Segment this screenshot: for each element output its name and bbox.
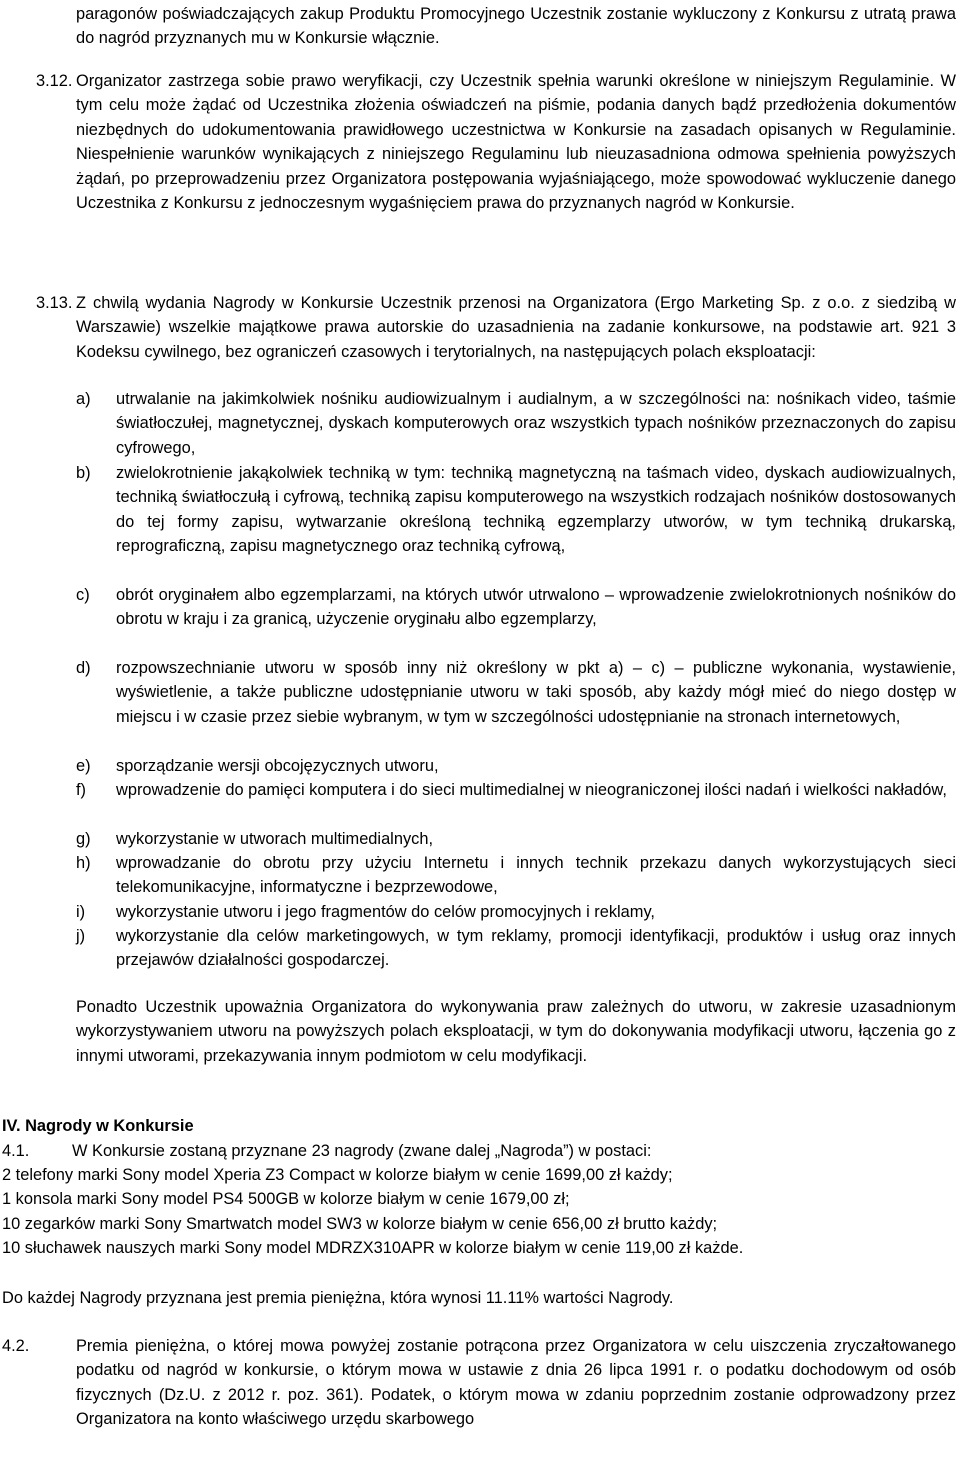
list-item [76,387,956,460]
list-text: wprowadzanie do obrotu przy użyciu Internetu i innych technik przekazu danych wykorzystujących sieci telekomunikacyjne, informatyczne i bezprzewodowe, [116,854,956,897]
section-heading: IV. Nagrody w Konkursie [2,1117,194,1135]
list-text: obrót oryginałem albo egzemplarzami, na których utwór utrwalono – wprowadzenie zwielokrotnionych nośników do obrotu w kraju i za granicą, użyczenie oryginału albo egzemplarzy, [116,586,956,629]
section-text: Z chwilą wydania Nagrody w Konkursie Uczestnik przenosi na Organizatora (Ergo Marketing Sp. z o.o. z siedzibą w Warszawie) wszelkie majątkowe prawa autorskie do uzasadnienia na zadanie konkursowe, na podstawie art. 921 3 Kodeksu cywilnego, bez ograniczeń czasowych i terytorialnych, na następujących polach eksploatacji: [76,294,956,361]
section-text: W Konkursie zostaną przyznane 23 nagrody (zwane dalej „Nagroda”) w postaci: [72,1142,652,1160]
list-item [76,461,956,559]
list-text: utrwalanie na jakimkolwiek nośniku audiowizualnym i audialnym, a w szczególności na: nośnikach video, taśmie światłoczułej, magnetycznej, dyskach komputerowych oraz wszystkich typach nośników przeznaczonych do zapisu cyfrowego, [116,390,956,457]
list-label: i) [76,903,86,921]
list-label: g) [76,830,91,848]
prize-line: 10 zegarków marki Sony Smartwatch model SW3 w kolorze białym w cenie 656,00 zł brutto każdy; [2,1215,718,1233]
section-number: 3.13. [36,294,73,312]
premium-note: Do każdej Nagrody przyznana jest premia pieniężna, która wynosi 11.11% wartości Nagrody. [2,1289,674,1307]
section-3-12 [36,69,956,215]
prize-line: 10 słuchawek nauszych marki Sony model MDRZX310APR w kolorze białym w cenie 119,00 zł każde. [2,1239,744,1257]
list-item [76,900,956,924]
list-item [76,583,956,632]
section-text: Premia pieniężna, o której mowa powyżej zostanie potrącona przez Organizatora w celu uiszczenia zryczałtowanego podatku od nagród w konkursie, o którym mowa w ustawie z dnia 26 lipca 1991 r. o podatku dochodowym od osób fizycznych (Dz.U. z 2012 r. poz. 361). Podatek, o którym mowa w zdaniu poprzednim zostanie odprowadzony przez Organizatora na konto właściwego urzędu skarbowego [76,1337,956,1429]
list-text: wykorzystanie utworu i jego fragmentów do celów promocyjnych i reklamy, [116,903,655,921]
list-text: wykorzystanie w utworach multimedialnych, [116,830,434,848]
list-item [76,656,956,729]
section-text: Organizator zastrzega sobie prawo weryfikacji, czy Uczestnik spełnia warunki określone w niniejszym Regulaminie. W tym celu może żądać od Uczestnika złożenia oświadczeń na piśmie, podania danych bądź przedłożenia dokumentów niezbędnych do udokumentowania prawidłowego uczestnictwa w Konkursie na zasadach opisanych w Regulaminie. Niespełnienie warunków wynikających z niniejszego Regulaminu lub nieuzasadniona odmowa spełnienia powyższych żądań, po przeprowadzeniu przez Organizatora postępowania wyjaśniającego, może spowodować wykluczenie danego Uczestnika z Konkursu z jednoczesnym wygaśnięciem prawa do przyznanych nagród w Konkursie. [76,72,956,213]
prize-line: 2 telefony marki Sony model Xperia Z3 Compact w kolorze białym w cenie 1699,00 zł każdy; [2,1166,673,1184]
list-label: d) [76,659,91,677]
list-item [76,778,956,802]
list-label: f) [76,781,87,799]
list-label: c) [76,586,90,604]
list-label: e) [76,757,91,775]
list-item [76,851,956,900]
prize-line: 1 konsola marki Sony model PS4 500GB w kolorze białym w cenie 1679,00 zł; [2,1190,570,1208]
list-text: rozpowszechnianie utworu w sposób inny niż określony w pkt a) – c) – publiczne wykonania, wystawienie, wyświetlenie, a także publiczne udostępnianie utworu w taki sposób, aby każdy mógł mieć do niego dostęp w miejscu i w czasie przez siebie wybranym, w tym w szczególności udostępnianie na stronach internetowych, [116,659,956,726]
list-text: wprowadzenie do pamięci komputera i do sieci multimedialnej w nieograniczonej ilości nadań i wielkości nakładów, [116,781,947,799]
list-label: a) [76,390,91,408]
section-3-13 [36,291,956,364]
list-text: zwielokrotnienie jakąkolwiek techniką w tym: techniką magnetyczną na taśmach video, dyskach audiowizualnych, techniką światłoczułą i cyfrową, techniką zapisu komputerowego na wszystkich rodzajach nośników dostosowanych do tej formy zapisu, wytwarzanie określoną techniką egzemplarzy utworów, w tym techniką drukarską, reprograficzną, zapisu magnetycznego oraz techniką cyfrową, [116,464,956,556]
list-label: b) [76,464,91,482]
list-text: wykorzystanie dla celów marketingowych, w tym reklamy, promocji identyfikacji, produktów i usług oraz innych przejawów działalności gospodarczej. [116,927,956,970]
list-label: j) [76,927,86,945]
section-number: 4.2. [2,1337,30,1355]
paragraph-4-2 [2,1334,956,1432]
section-number: 3.12. [36,72,73,90]
top-paragraph: paragonów poświadczających zakup Produktu Promocyjnego Uczestnik zostanie wykluczony z Konkursu z utratą prawa do nagród przyznanych mu w Konkursie włącznie. [76,5,956,48]
list-label: h) [76,854,91,872]
section-number: 4.1. [2,1142,30,1160]
list-text: sporządzanie wersji obcojęzycznych utworu, [116,757,439,775]
closing-paragraph: Ponadto Uczestnik upoważnia Organizatora do wykonywania praw zależnych do utworu, w zakresie uzasadnionym wykorzystywaniem utworu na powyższych polach eksploatacji, w tym do dokonywania modyfikacji utworu, łączenia go z innymi utworami, przekazywania innym podmiotom w celu modyfikacji. [76,998,956,1065]
list-item [76,827,956,851]
list-item [76,924,956,973]
list-item [76,754,956,778]
